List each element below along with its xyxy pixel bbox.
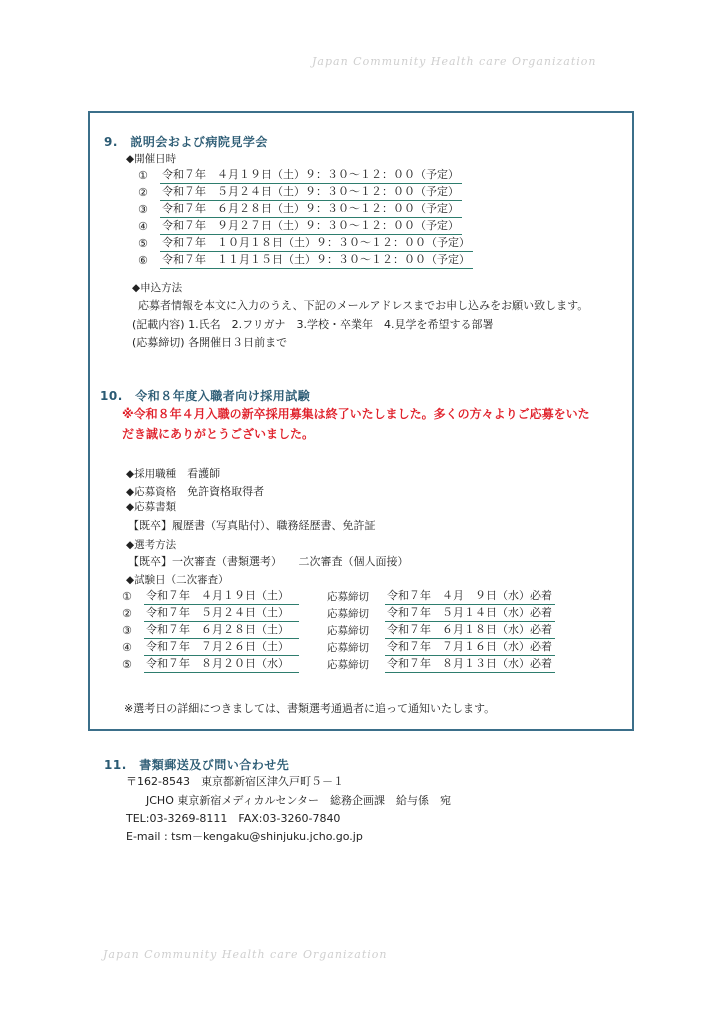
session-date: 令和７年 ４月１９日（土）９：３０〜１２：００（予定） xyxy=(160,168,462,184)
session-number: ⑥ xyxy=(138,254,148,267)
qualification-row xyxy=(126,480,264,499)
qualification-value: 免許資格取得者 xyxy=(187,485,265,498)
application-heading: ◆申込方法 xyxy=(132,282,183,294)
watermark-top: Japan Community Health care Organization xyxy=(312,55,597,68)
exam-date: 令和７年 ５月２４日（土） xyxy=(144,606,299,622)
exam-list xyxy=(122,588,555,673)
section-11-title: 11. 書類郵送及び問い合わせ先 xyxy=(104,758,290,772)
exam-number: ① xyxy=(122,590,132,603)
exam-deadline: 令和７年 ８月１３日（水）必着 xyxy=(385,657,555,673)
session-number: ④ xyxy=(138,220,148,233)
session-row xyxy=(138,167,473,184)
exam-heading: ◆試験日（二次審査） xyxy=(126,574,229,586)
selection-footnote: ※選考日の詳細につきましては、書類選考通過者に追って通知いたします。 xyxy=(124,702,496,715)
session-number: ① xyxy=(138,169,148,182)
exam-row xyxy=(122,656,555,673)
session-row xyxy=(138,218,473,235)
application-contents: (記載内容) 1.氏名 2.フリガナ 3.学校・卒業年 4.見学を希望する部署 xyxy=(132,318,494,331)
section-9-title: 9. 説明会および病院見学会 xyxy=(104,135,268,149)
deadline-label: 応募締切 xyxy=(327,608,369,620)
exam-date: 令和７年 ６月２８日（土） xyxy=(144,623,299,639)
exam-row xyxy=(122,622,555,639)
session-number: ② xyxy=(138,186,148,199)
exam-date: 令和７年 ４月１９日（土） xyxy=(144,589,299,605)
section-10-title: 10. 令和８年度入職者向け採用試験 xyxy=(100,389,311,403)
closure-notice-line2: だき誠にありがとうございました。 xyxy=(122,427,315,441)
job-type-label: ◆採用職種 xyxy=(126,468,177,480)
exam-deadline: 令和７年 ６月１８日（水）必着 xyxy=(385,623,555,639)
session-row xyxy=(138,252,473,269)
session-number: ⑤ xyxy=(138,237,148,250)
session-row xyxy=(138,184,473,201)
exam-deadline: 令和７年 ７月１６日（水）必着 xyxy=(385,640,555,656)
exam-deadline: 令和７年 ４月 ９日（水）必着 xyxy=(385,589,555,605)
deadline-label: 応募締切 xyxy=(327,642,369,654)
exam-date: 令和７年 ８月２０日（水） xyxy=(144,657,299,673)
deadline-label: 応募締切 xyxy=(327,591,369,603)
session-date: 令和７年 ５月２４日（土）９：３０〜１２：００（予定） xyxy=(160,185,462,201)
contact-phone-fax: TEL:03-3269-8111 FAX:03-3260-7840 xyxy=(126,812,341,825)
session-date: 令和７年 ６月２８日（土）９：３０〜１２：００（予定） xyxy=(160,202,462,218)
schedule-heading: ◆開催日時 xyxy=(126,153,177,165)
contact-email[interactable]: E-mail : tsm－kengaku@shinjuku.jcho.go.jp xyxy=(126,830,363,843)
qualification-label: ◆応募資格 xyxy=(126,486,177,498)
application-deadline: (応募締切) 各開催日３日前まで xyxy=(132,336,288,349)
exam-deadline: 令和７年 ５月１４日（水）必着 xyxy=(385,606,555,622)
selection-line: 【既卒】一次審査（書類選考） 二次審査（個人面接） xyxy=(128,555,409,568)
session-date: 令和７年 ９月２７日（土）９：３０〜１２：００（予定） xyxy=(160,219,462,235)
job-type-row xyxy=(126,462,220,481)
exam-row xyxy=(122,639,555,656)
selection-heading: ◆選考方法 xyxy=(126,539,177,551)
exam-date: 令和７年 ７月２６日（土） xyxy=(144,640,299,656)
exam-row xyxy=(122,605,555,622)
session-row xyxy=(138,235,473,252)
application-instructions: 応募者情報を本文に入力のうえ、下記のメールアドレスまでお申し込みをお願い致します。 xyxy=(138,299,589,312)
exam-number: ② xyxy=(122,607,132,620)
session-date: 令和７年 １０月１８日（土）９：３０〜１２：００（予定） xyxy=(160,236,473,252)
documents-heading: ◆応募書類 xyxy=(126,501,177,513)
session-row xyxy=(138,201,473,218)
contact-address: 〒162-8543 東京都新宿区津久戸町５－１ xyxy=(126,775,344,788)
closure-notice-line1: ※令和８年４月入職の新卒採用募集は終了いたしました。多くの方々よりご応募をいた xyxy=(122,407,590,421)
session-date: 令和７年 １１月１５日（土）９：３０〜１２：００（予定） xyxy=(160,253,473,269)
documents-line: 【既卒】履歴書（写真貼付）、職務経歴書、免許証 xyxy=(128,519,376,532)
contact-department: JCHO 東京新宿メディカルセンター 総務企画課 給与係 宛 xyxy=(146,794,452,807)
watermark-bottom: Japan Community Health care Organization xyxy=(103,948,388,961)
exam-number: ④ xyxy=(122,641,132,654)
session-number: ③ xyxy=(138,203,148,216)
deadline-label: 応募締切 xyxy=(327,659,369,671)
exam-number: ③ xyxy=(122,624,132,637)
exam-row xyxy=(122,588,555,605)
job-type-value: 看護師 xyxy=(187,467,221,480)
session-list xyxy=(138,167,473,269)
deadline-label: 応募締切 xyxy=(327,625,369,637)
exam-number: ⑤ xyxy=(122,658,132,671)
